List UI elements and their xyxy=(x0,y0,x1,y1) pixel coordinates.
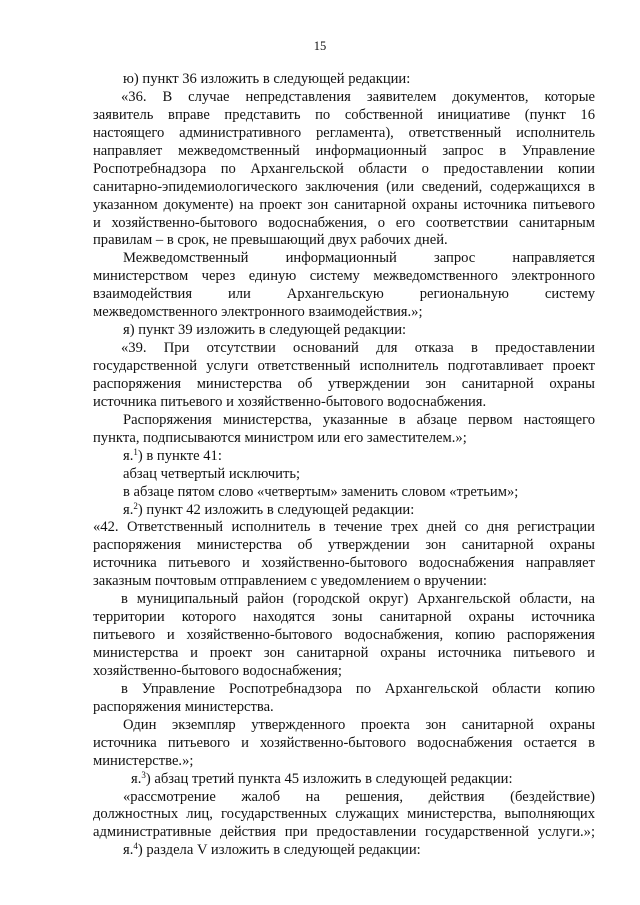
text-line xyxy=(93,71,595,89)
line-text: указанном документе) на проект зон санитарной охраны источника питьевого xyxy=(93,196,595,213)
line-text: «39. При отсутствии оснований для отказа в предоставлении xyxy=(121,340,595,357)
line-text: хозяйственно-бытового водоснабжения; xyxy=(93,662,342,679)
text-line xyxy=(93,107,595,125)
line-text: санитарно-эпидемиологического заключения (или сведений, содержащихся в xyxy=(93,178,595,195)
line-text: я) пункт 39 изложить в следующей редакции: xyxy=(123,322,407,339)
text-line xyxy=(93,358,595,376)
superscript-number: 2 xyxy=(133,500,138,511)
superscript-number: 3 xyxy=(141,769,146,780)
text-line xyxy=(93,484,595,502)
line-text: источника питьевого и хозяйственно-бытового водоснабжения остается в xyxy=(93,734,595,751)
line-text: «рассмотрение жалоб на решения, действия (бездействие) xyxy=(123,788,595,805)
line-text: заказным почтовым отправлением с уведомлением о вручении: xyxy=(93,573,487,590)
text-line xyxy=(93,286,595,304)
text-line xyxy=(93,519,595,537)
line-text: Один экземпляр утвержденного проекта зон санитарной охраны xyxy=(123,716,595,733)
line-text: распоряжения министерства. xyxy=(93,698,274,715)
line-text-tail: ) раздела V изложить в следующей редакции: xyxy=(137,842,421,859)
text-line xyxy=(93,412,595,430)
line-text: Роспотребнадзора по Архангельской области о предоставлении копии xyxy=(93,160,595,177)
line-text: источника питьевого и хозяйственно-бытового водоснабжения направляет xyxy=(93,555,595,572)
text-line xyxy=(93,394,595,412)
line-text: распоряжения министерства об утверждении зон санитарной охраны xyxy=(93,375,595,392)
line-text: ю) пункт 36 изложить в следующей редакции: xyxy=(123,71,411,87)
text-line xyxy=(93,448,595,466)
text-line xyxy=(93,573,595,591)
text-line xyxy=(93,215,595,233)
text-line xyxy=(93,143,595,161)
text-line xyxy=(93,322,595,340)
line-text: в Управление Роспотребнадзора по Архангельской области копию xyxy=(121,680,595,697)
text-line xyxy=(93,842,595,860)
text-line xyxy=(93,717,595,735)
line-text: я. xyxy=(131,770,142,787)
page-number: 15 xyxy=(313,39,327,53)
text-line xyxy=(93,806,595,824)
line-text: государственной услуги ответственный исполнитель подготавливает проект xyxy=(93,358,595,374)
text-line xyxy=(93,430,595,448)
line-text: «42. Ответственный исполнитель в течение трех дней со дня регистрации xyxy=(93,519,595,536)
line-text: я. xyxy=(123,447,134,464)
line-text: должностных лиц, государственных служащих министерства, выполняющих xyxy=(93,806,595,823)
line-text: заявитель вправе представить по собственной инициативе (пункт 16 xyxy=(93,106,595,123)
line-text: и хозяйственно-бытового водоснабжения, о его соответствии санитарным xyxy=(93,214,595,231)
line-text-tail: ) пункт 42 изложить в следующей редакции: xyxy=(137,501,415,518)
text-line xyxy=(93,645,595,663)
superscript-number: 4 xyxy=(133,841,138,852)
line-text-tail: ) абзац третий пункта 45 изложить в следующей редакции: xyxy=(145,770,513,787)
line-text: территории которого находятся зоны санитарной охраны источника xyxy=(93,609,595,626)
text-line xyxy=(93,537,595,555)
superscript-number: 1 xyxy=(133,446,138,457)
text-line xyxy=(93,681,595,699)
line-text: пункта, подписываются министром или его заместителем.»; xyxy=(93,429,467,446)
text-line xyxy=(93,555,595,573)
line-text: абзац четвертый исключить; xyxy=(123,465,301,482)
text-line xyxy=(93,340,595,358)
line-text: я. xyxy=(123,501,134,518)
text-line xyxy=(93,824,595,842)
line-text: взаимодействия или Архангельскую региональную систему xyxy=(93,286,595,303)
line-text: направляет межведомственный информационный запрос в Управление xyxy=(93,142,595,159)
text-line xyxy=(93,771,595,789)
text-line xyxy=(93,125,595,143)
text-line xyxy=(93,699,595,717)
text-line xyxy=(93,179,595,197)
text-line xyxy=(93,232,595,250)
text-line xyxy=(93,663,595,681)
text-line xyxy=(93,609,595,627)
line-text: источника питьевого и хозяйственно-бытового водоснабжения. xyxy=(93,393,487,410)
line-text: в абзаце пятом слово «четвертым» заменить словом «третьим»; xyxy=(123,483,519,500)
text-line xyxy=(93,161,595,179)
line-text: правилам – в срок, не превышающий двух рабочих дней. xyxy=(93,232,448,249)
text-line xyxy=(93,250,595,268)
line-text: межведомственного электронного взаимодействия.»; xyxy=(93,304,423,321)
line-text: Межведомственный информационный запрос направляется xyxy=(123,250,595,267)
line-text: в муниципальный район (городской округ) Архангельской области, на xyxy=(121,591,595,608)
line-text: настоящего административного регламента), ответственный исполнитель xyxy=(93,124,595,141)
line-text: я. xyxy=(123,842,134,859)
line-text: Распоряжения министерства, указанные в абзаце первом настоящего xyxy=(123,411,595,428)
document-body xyxy=(93,71,595,860)
line-text: министерства и проект зон санитарной охраны источника питьевого и xyxy=(93,645,595,661)
text-line xyxy=(93,502,595,520)
text-line xyxy=(93,376,595,394)
text-line xyxy=(93,735,595,753)
text-line xyxy=(93,197,595,215)
line-text: министерстве.»; xyxy=(93,752,194,769)
text-line xyxy=(93,753,595,771)
text-line xyxy=(93,89,595,107)
text-line xyxy=(93,591,595,609)
line-text: административные действия при предоставлении государственной услуги.»; xyxy=(93,824,595,841)
line-text: министерством через единую систему межведомственного электронного xyxy=(93,268,595,285)
text-line xyxy=(93,466,595,484)
text-line xyxy=(93,789,595,807)
line-text: питьевого и хозяйственно-бытового водоснабжения, копию распоряжения xyxy=(93,627,595,644)
line-text-tail: ) в пункте 41: xyxy=(137,447,222,464)
text-line xyxy=(93,304,595,322)
line-text: распоряжения министерства об утверждении зон санитарной охраны xyxy=(93,537,595,554)
line-text: «36. В случае непредставления заявителем документов, которые xyxy=(121,88,595,105)
text-line xyxy=(93,627,595,645)
text-line xyxy=(93,268,595,286)
